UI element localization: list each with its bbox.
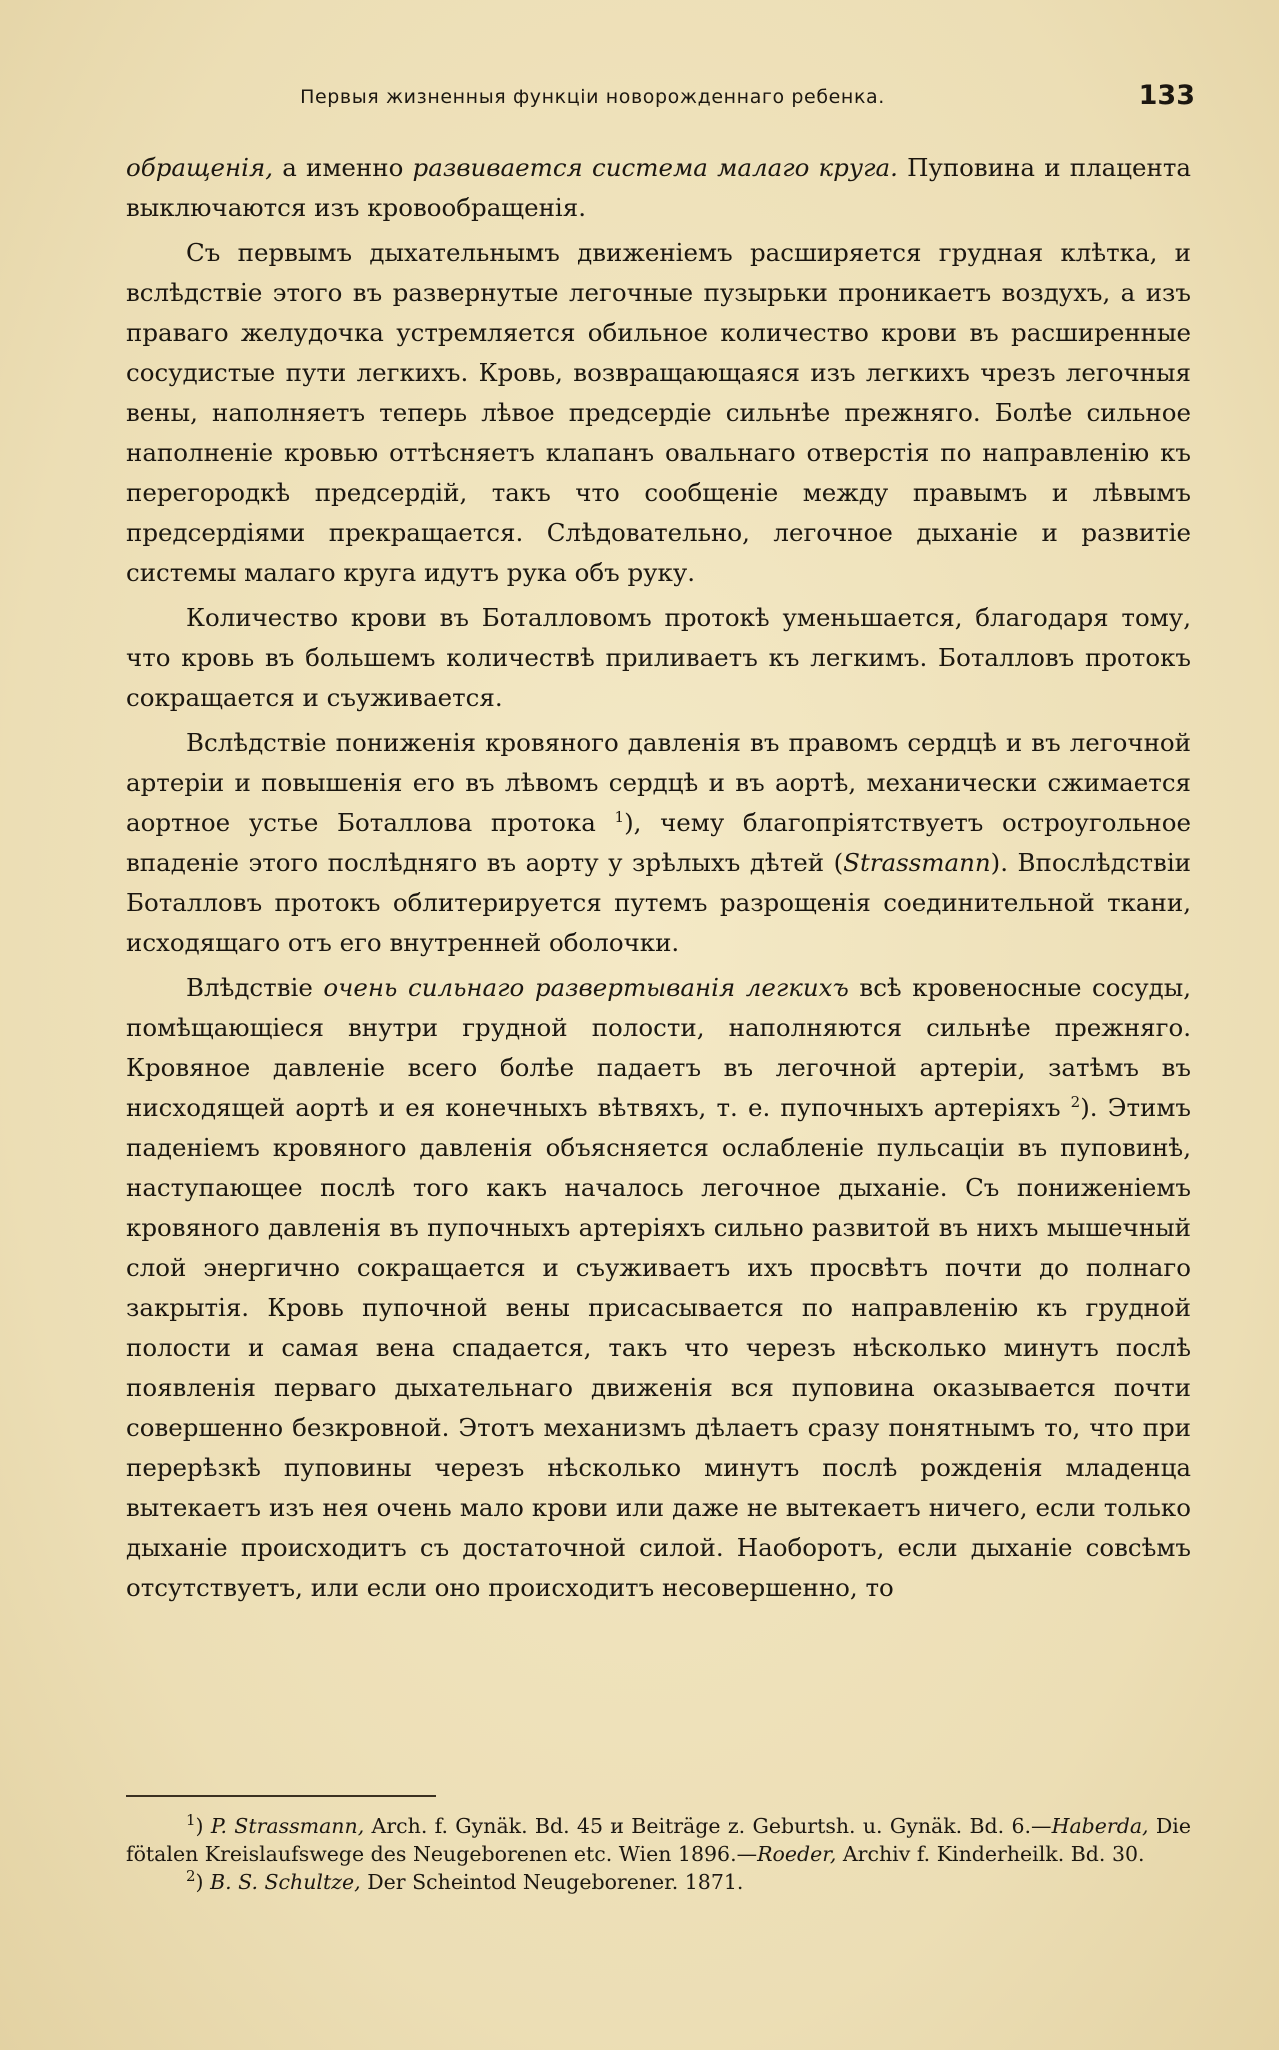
- running-title: Первыя жизненныя функціи новорожденнаго ребенка.: [300, 86, 885, 108]
- text-run: Die fötalen Kreislaufswege des Neugeborenen etc. Wien 1896.—: [126, 1814, 1191, 1866]
- text-run: ). Этимъ паденіемъ кровяного давленія объясняется ослабленіе пульсаціи въ пуповинѣ, наступающее послѣ того какъ началось легочное дыханіе. Съ пониженіемъ кровяного давленія въ пупочныхъ артеріяхъ сильно развитой въ нихъ мышечный слой энергично сокращается и съуживаетъ ихъ просвѣтъ почти до полнаго закрытія. Кровь пупочной вены присасывается по направленію къ грудной полости и самая вена спадается, такъ что черезъ нѣсколько минутъ послѣ появленія перваго дыхательнаго движенія вся пуповина оказывается почти совершенно безкровной. Этотъ механизмъ дѣлаетъ сразу понятнымъ то, что при перерѣзкѣ пуповины черезъ нѣсколько минутъ послѣ рожденія младенца вытекаетъ изъ нея очень мало крови или даже не вытекаетъ ничего, если только дыханіе происходитъ съ достаточной силой. Наоборотъ, если дыханіе совсѣмъ отсутствуетъ, или если оно происходитъ несовершенно, то: [126, 1093, 1191, 1602]
- footnote-1: $^1$) P. Strassmann, Arch. f. Gynäk. Bd. 45 и Beiträge z. Geburtsh. u. Gynäk. Bd. 6.—Haberda, Die fötalen Kreislaufswege des Neugeborenen etc. Wien 1896.—Roeder, Archiv f. Kinderheilk. Bd. 30.: [126, 1811, 1191, 1866]
- paragraph-4: [126, 723, 1191, 963]
- text-run: а именно: [273, 153, 413, 182]
- footnote-mark: 1: [186, 1811, 196, 1830]
- body-text: [126, 148, 1191, 1608]
- text-run: всѣ кровеносные сосуды, помѣщающіеся внутри грудной полости, наполняются сильнѣе прежняго. Кровяное давленіе всего болѣе падаетъ въ легочной артеріи, затѣмъ въ нисходящей аортѣ и ея конечныхъ вѣтвяхъ, т. е. пупочныхъ артеріяхъ: [126, 973, 1191, 1122]
- footnote-2: $^2$) B. S. Schultze, Der Scheintod Neugeborener. 1871.: [186, 1867, 744, 1894]
- text-run: Der Scheintod Neugeborener. 1871.: [360, 1870, 744, 1894]
- paragraph-2: Съ первымъ дыхательнымъ движеніемъ расширяется грудная клѣтка, и вслѣдствіе этого въ развернутые легочные пузырьки проникаетъ воздухъ, а изъ праваго желудочка устремляется обильное количество крови въ расширенные сосудистые пути легкихъ. Кровь, возвращающаяся изъ легкихъ чрезъ легочныя вены, наполняетъ теперь лѣвое предсердіе сильнѣе прежняго. Болѣе сильное наполненіе кровью оттѣсняетъ клапанъ овальнаго отверстія по направленію къ перегородкѣ предсердій, такъ что сообщеніе между правымъ и лѣвымъ предсердіями прекращается. Слѣдовательно, легочное дыханіе и развитіе системы малаго круга идутъ рука объ руку.: [126, 238, 1191, 587]
- author-name: Strassmann: [843, 848, 991, 877]
- page-number: 133: [1138, 80, 1195, 111]
- footnotes: [126, 1812, 1191, 1896]
- running-head: [110, 80, 1195, 116]
- text-run: Вслѣдствіе пониженія кровяного давленія въ правомъ сердцѣ и въ легочной артеріи и повышенія его въ лѣвомъ сердцѣ и въ аортѣ, механически сжимается аортное устье Боталлова протока: [126, 728, 1191, 837]
- footnote-divider: [126, 1795, 436, 1797]
- text-run: ). Впослѣдствіи Боталловъ протокъ облитерируется путемъ разрощенія соединительной ткани, исходящаго отъ его внутренней оболочки.: [126, 848, 1191, 957]
- footnote-ref-2[interactable]: 2: [1070, 1092, 1081, 1111]
- text-run: Arch. f. Gynäk. Bd. 45 и Beiträge z. Geburtsh. u. Gynäk. Bd. 6.—: [364, 1814, 1052, 1838]
- author-name: P. Strassmann,: [210, 1814, 365, 1838]
- author-name: Roeder,: [757, 1842, 837, 1866]
- text-run: Archiv f. Kinderheilk. Bd. 30.: [836, 1842, 1145, 1866]
- footnote-ref-1[interactable]: 1: [614, 807, 625, 826]
- italic-phrase: развивается система малаго круга.: [412, 153, 898, 182]
- paragraph-5: [126, 968, 1191, 1608]
- footnote-mark: 2: [186, 1867, 196, 1886]
- author-name: Haberda,: [1051, 1814, 1149, 1838]
- paragraph-3: Количество крови въ Боталловомъ протокѣ уменьшается, благодаря тому, что кровь въ большемъ количествѣ приливаетъ къ легкимъ. Боталловъ протокъ сокращается и съуживается.: [126, 603, 1191, 712]
- text-run: Пуповина и плацента выключаются изъ кровообращенія.: [126, 153, 1191, 222]
- paragraph-1: [126, 148, 1191, 228]
- author-name: B. S. Schultze,: [210, 1870, 361, 1894]
- italic-phrase: очень сильнаго развертыванія легкихъ: [323, 973, 849, 1002]
- italic-phrase: обращенія,: [126, 153, 273, 182]
- text-run: Влѣдствіе: [186, 973, 324, 1002]
- text-run: ), чему благопріятствуетъ остроугольное впаденіе этого послѣдняго въ аорту у зрѣлыхъ дѣтей (: [126, 808, 1191, 877]
